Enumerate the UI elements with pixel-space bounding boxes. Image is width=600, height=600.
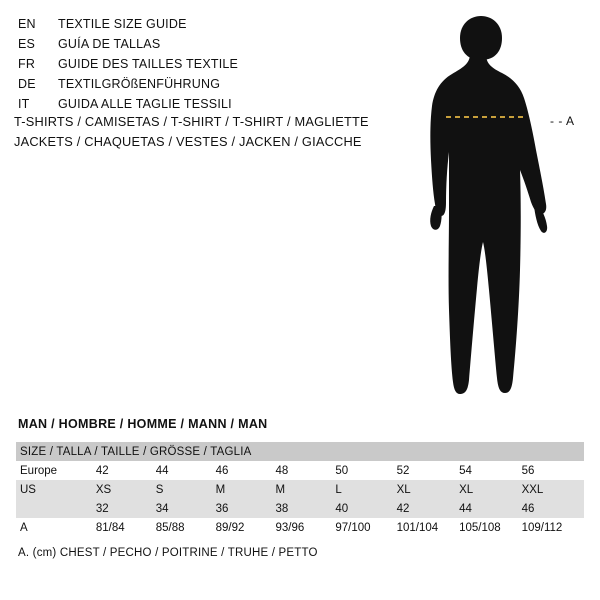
cell-value: 32 — [96, 499, 156, 518]
cell-value: 36 — [216, 499, 276, 518]
language-text: GUÍA DE TALLAS — [58, 37, 161, 51]
cell-value: 56 — [522, 461, 584, 480]
cell-value: 81/84 — [96, 518, 156, 537]
cell-value: M — [216, 480, 276, 499]
language-row — [18, 94, 398, 114]
measure-label-a: - - A — [550, 114, 575, 128]
cell-value: 42 — [397, 499, 460, 518]
table-header-row — [16, 442, 584, 461]
cell-value: 109/112 — [522, 518, 584, 537]
cell-value: 48 — [275, 461, 335, 480]
category-tshirts: T-SHIRTS / CAMISETAS / T-SHIRT / T-SHIRT / MAGLIETTE — [14, 114, 369, 129]
cell-value: XXL — [522, 480, 584, 499]
table-row — [16, 480, 584, 499]
cell-value: 52 — [397, 461, 460, 480]
cell-value: 42 — [96, 461, 156, 480]
row-label — [16, 499, 96, 518]
cell-value: 46 — [522, 499, 584, 518]
language-code: ES — [18, 37, 36, 51]
language-code: IT — [18, 97, 30, 111]
language-code: DE — [18, 77, 36, 91]
male-silhouette-figure — [400, 10, 600, 410]
language-code: FR — [18, 57, 36, 71]
cell-value: 38 — [275, 499, 335, 518]
cell-value: 97/100 — [335, 518, 396, 537]
cell-value: 50 — [335, 461, 396, 480]
cell-value: 89/92 — [216, 518, 276, 537]
language-row — [18, 54, 398, 74]
cell-value: 93/96 — [275, 518, 335, 537]
silhouette-svg — [400, 10, 600, 410]
row-label: A — [16, 518, 96, 537]
cell-value: 54 — [459, 461, 522, 480]
language-list — [18, 14, 398, 114]
language-code: EN — [18, 17, 36, 31]
cell-value: XL — [397, 480, 460, 499]
cell-value: XS — [96, 480, 156, 499]
table-row — [16, 518, 584, 537]
cell-value: S — [156, 480, 216, 499]
language-row — [18, 14, 398, 34]
cell-value: 44 — [459, 499, 522, 518]
category-list — [14, 112, 414, 152]
cell-value: 44 — [156, 461, 216, 480]
table-row — [16, 461, 584, 480]
footnote: A. (cm) CHEST / PECHO / POITRINE / TRUHE / PETTO — [18, 547, 318, 559]
row-label: Europe — [16, 461, 96, 480]
table-header-label: SIZE / TALLA / TAILLE / GRÖSSE / TAGLIA — [16, 442, 584, 461]
cell-value: XL — [459, 480, 522, 499]
cell-value: 85/88 — [156, 518, 216, 537]
row-label: US — [16, 480, 96, 499]
category-jackets: JACKETS / CHAQUETAS / VESTES / JACKEN / GIACCHE — [14, 134, 362, 149]
language-text: GUIDE DES TAILLES TEXTILE — [58, 57, 239, 71]
table-title: MAN / HOMBRE / HOMME / MANN / MAN — [18, 417, 268, 431]
cell-value: 105/108 — [459, 518, 522, 537]
language-row — [18, 74, 398, 94]
cell-value: 40 — [335, 499, 396, 518]
cell-value: 101/104 — [397, 518, 460, 537]
size-table — [16, 442, 584, 537]
language-row — [18, 34, 398, 54]
cell-value: 46 — [216, 461, 276, 480]
language-text: GUIDA ALLE TAGLIE TESSILI — [58, 97, 232, 111]
cell-value: 34 — [156, 499, 216, 518]
cell-value: M — [275, 480, 335, 499]
cell-value: L — [335, 480, 396, 499]
language-text: TEXTILE SIZE GUIDE — [58, 17, 187, 31]
language-text: TEXTILGRÖßENFÜHRUNG — [58, 77, 221, 91]
table-row — [16, 499, 584, 518]
